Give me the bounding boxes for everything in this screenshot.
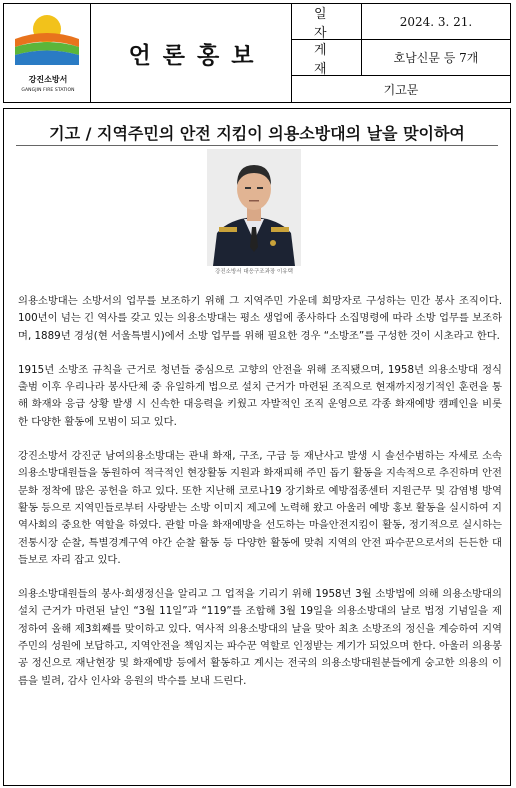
publication-label: 게재: [292, 40, 362, 75]
portrait-icon: [207, 149, 301, 266]
org-name-english: GANGJIN FIRE STATION: [21, 88, 75, 93]
date-row: [292, 4, 510, 40]
title-cell: [91, 4, 292, 102]
category-row: [292, 76, 510, 102]
article-body: [18, 293, 502, 707]
paragraph-3: 강진소방서 강진군 남여의용소방대는 관내 화재, 구조, 구급 등 재난사고 발생 시 솔선수범하는 자세로 소속 의용소방대원들을 동원하여 적극적인 현장활동 지원과 화재피해 주민 돕기 활동을 지속적으로 추진하며 안전문화 정착에 많은 공헌을 하고 있다. 또한 지난해 코로나19 장기화로 예방접종센터 지원근무 및 감염병 방역활동 등으로 지역민들로부터 사랑받는 소방 이미지 제고에 노력해 왔고 아울러 예방 홍보 활동을 실시하여 지역사회의 중요한 역할을 하였다. 관할 마을 화재예방을 선도하는 마을안전지킴이 활동, 정기적으로 실시하는 전통시장 순찰, 특별경계구역 야간 순찰 활동 등 다양한 활동에 맞춰 지역의 안전 파수꾼으로서의 든든한 대들보로 자리 잡고 있다.: [18, 450, 502, 566]
paragraph-4: 의용소방대원들의 봉사·희생정신을 알리고 그 업적을 기리기 위해 1958년 3월 소방법에 의해 의용소방대의 설치 근거가 마련된 날인 “3월 11일”과 “119”를 조합해 3월 19일을 의용소방대의 날로 법정 기념일을 제정하여 올해 제3회째를 맞이하고 있다. 역사적 의용소방대의 날을 맞아 최초 소방조의 정신을 계승하여 지역주민의 성원에 보답하고, 지역안전을 책임지는 파수꾼 역할로 인정받는 계기가 되었으며 한다. 아울러 의용봉공 정신으로 재난현장 및 화재예방 등에서 활동하고 계시는 전국의 의용소방대원분들에게 숭고한 의용의 이름을 빌려, 감사 인사와 응원의 박수를 보내 드린다.: [18, 588, 502, 687]
publication-value: 호남신문 등 7개: [393, 51, 479, 65]
headline-divider: [16, 145, 498, 146]
date-value: 2024. 3. 21.: [399, 14, 473, 29]
document-title: 언론홍보: [128, 41, 266, 69]
photo-caption: 강진소방서 대응구조과장 이유택: [215, 269, 293, 275]
publication-row: [292, 40, 510, 76]
paragraph-1: 의용소방대는 소방서의 업무를 보조하기 위해 그 지역주민 가운데 희망자로 구성하는 민간 봉사 조직이다. 100년이 넘는 긴 역사를 갖고 있는 의용소방대는 평소 생업에 종사하다 소집명령에 따라 소방 업무를 보조하며, 1889년 경성(현 서울특별시)에서 소방 업무를 위해 필요한 경우 “소방조”를 구성한 것이 시초라고 한다.: [18, 295, 502, 342]
logo-cell: [4, 4, 91, 102]
paragraph-2: 1915년 소방조 규칙을 근거로 청년들 중심으로 고향의 안전을 위해 조직됐으며, 1958년 의용소방대 정식 출범 이후 우리나라 봉사단체 중 유일하게 법으로 설치 근거가 마련된 조직으로 현재까지정기적인 훈련을 통해 화재와 응급 상황 발생 시 신속한 대응력을 키웠고 자발적인 조직 운영으로 각종 화재예방 캠페인을 비롯한 다양한 활동에 모범이 되고 있다.: [18, 363, 502, 428]
author-photo: [207, 149, 301, 266]
article-headline: 기고 / 지역주민의 안전 지킴이 의용소방대의 날을 맞이하여: [49, 124, 465, 143]
county-logo-icon: [11, 9, 83, 67]
org-name: 강진소방서: [28, 75, 68, 84]
header-table: [3, 3, 511, 103]
article-box: [3, 108, 511, 786]
category-value: 기고문: [383, 82, 419, 97]
date-label: 일자: [292, 4, 362, 39]
